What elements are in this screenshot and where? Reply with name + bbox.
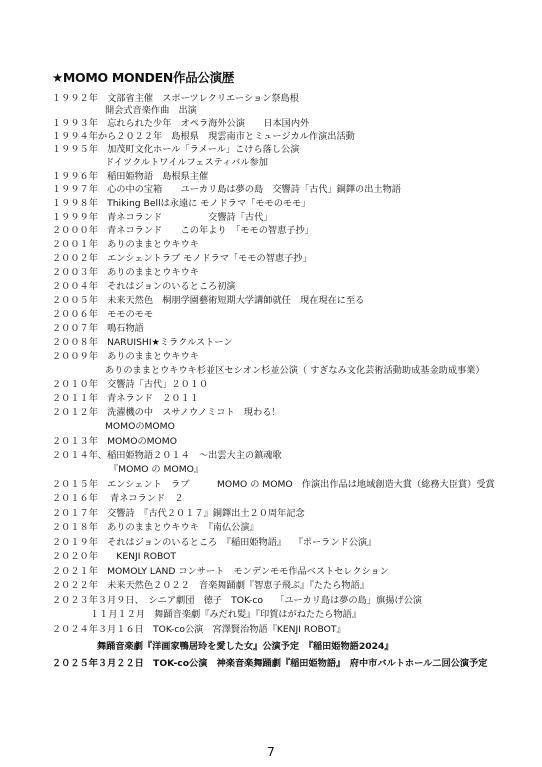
page-title: ★MOMO MONDEN作品公演歴: [52, 70, 234, 85]
history-line: １９９３年 忘れられた少年 オペラ海外公演 日本国内外: [52, 118, 310, 129]
history-line: ２０２０年 KENJI ROBOT: [52, 551, 176, 562]
history-line: ２００６年 モモのモモ: [52, 309, 154, 320]
history-line: ２０２３年３月９日、 シニア劇団 徳子 TOK-co 「ユーカリ島は夢の島」旗揚げ公演: [52, 595, 422, 606]
history-line: ２００９年 ありのままとウキウキ: [52, 351, 199, 362]
history-line: １１月１２月 舞踊音楽劇『みだれ髪』『印賀はがねたたら物語』: [90, 609, 362, 620]
history-line: ２０２１年 MOMOLY LAND コンサート モンデンモモ作品ベストセレクション: [52, 566, 389, 577]
history-line: ２０１３年 MOMOのMOMO: [52, 436, 177, 447]
history-line: ２０１７年 交響詩 『古代２０１７』銅鐸出土２０周年記念: [52, 508, 305, 519]
history-line: １９９６年 稲田姫物語 島根県主催: [52, 171, 209, 182]
history-line: ２００２年 エンシェントラブ モノドラマ「モモの智恵子抄」: [52, 253, 312, 264]
history-line: 開会式音楽作曲 出演: [105, 105, 197, 116]
history-line: １９９４年から２０２２年 島根県 現雲南市とミュージカル作演出活動: [52, 131, 355, 142]
history-line: ２０１８年 ありのままとウキウキ 『南仏公演』: [52, 522, 259, 533]
history-line: ２０００年 青ネコランド この年より 「モモの智恵子抄」: [52, 225, 314, 236]
history-line: １９９８年 Thiking Bellは永遠に モノドラマ「モモのモモ」: [52, 198, 311, 209]
history-line: ２００５年 未来天然色 桐朋学園藝術短期大学講師就任 現在現在に至る: [52, 295, 365, 306]
history-line: ２０１０年 交響詩「古代」２０１０: [52, 379, 209, 390]
history-line: ２０１２年 洗濯機の中 スサノウノミコト 現わる！: [52, 407, 281, 418]
history-line: MOMOのMOMO: [105, 421, 175, 432]
history-line: 『MOMO の MOMO』: [109, 464, 204, 475]
history-line: ２０１９年 それはジョンのいるところ 『稲田姫物語』 『ポーランド公演』: [52, 537, 377, 548]
history-line: ２００１年 ありのままとウキウキ: [52, 239, 199, 250]
history-line: １９９７年 心の中の宝箱 ユーカリ島は夢の島 交響詩「古代」銅鐸の出土物語: [52, 184, 401, 195]
history-line: ２０１６年 青ネコランド ２: [52, 493, 184, 504]
history-line: ２０２２年 未来天然色２０２２ 音楽舞踊劇『智恵子飛ぶ』『たたら物語』: [52, 580, 369, 591]
history-line-emphasis: ２０２５年３月２２日 TOK-co公演 神楽音楽舞踊劇『稲田姫物語』 府中市バルトホール二回公演予定: [52, 658, 488, 669]
history-line: ２０１５年 エンシェント ラブ MOMO の MOMO 作演出作品は地域創造大賞（総務大臣賞）受賞: [52, 479, 495, 490]
history-line: ２０１４年、稲田姫物語２０１４ 〜出雲大主の鎮魂歌: [52, 450, 282, 461]
history-line: ２００８年 NARUISHI★ミラクルストーン: [52, 337, 233, 348]
page-number: 7: [267, 745, 275, 759]
history-line: ２００４年 それはジョンのいるところ初演: [52, 281, 236, 292]
history-line-emphasis: 舞踊音楽劇『洋画家鴨居玲を愛した女』公演予定 『稲田姫物語2024』: [97, 641, 394, 652]
history-line: ２００３年 ありのままとウキウキ: [52, 267, 199, 278]
history-line: １９９５年 加茂町文化ホール「ラメール」こけら落し公演: [52, 144, 300, 155]
history-line: ２００７年 鳴石物語: [52, 323, 144, 334]
history-line: ありのままとウキウキ杉並区セシオン杉並公演（ すぎなみ文化芸術活動助成基金助成事業）: [105, 365, 485, 376]
history-line: １９９２年 文部省主催 スポーツレクリエーション祭島根: [52, 93, 299, 104]
history-line: ２０２４年３月１６日 TOK-co公演 宮澤賢治物語『KENJI ROBOT』: [52, 624, 346, 635]
history-line: ドイツクルトワイルフェスティバル参加: [105, 157, 268, 168]
history-line: １９９９年 青ネコランド 交響詩「古代」: [52, 212, 273, 223]
history-line: ２０１１年 青ネランド ２０１１: [52, 393, 199, 404]
